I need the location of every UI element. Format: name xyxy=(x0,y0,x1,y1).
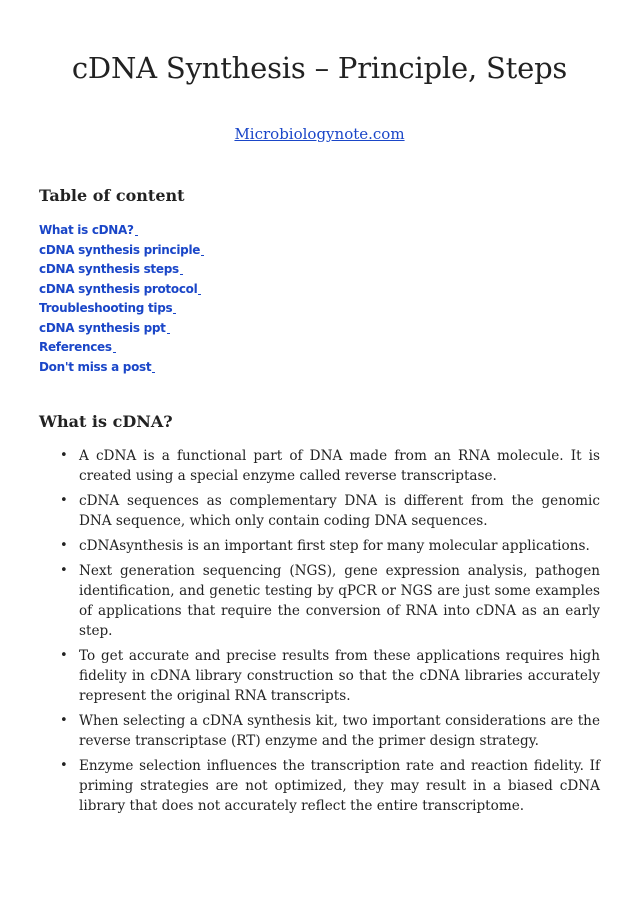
site-link-container xyxy=(39,124,600,144)
site-link[interactable]: Microbiologynote.com xyxy=(234,125,405,143)
bullet-icon: • xyxy=(60,758,68,773)
bullet-text: To get accurate and precise results from these applications requires high fidelity in cDNA library construction so that the cDNA libraries accurately represent the original RNA transcripts. xyxy=(79,648,600,704)
section-heading: What is cDNA? xyxy=(39,412,173,431)
list-item xyxy=(39,756,600,816)
list-item xyxy=(39,646,600,706)
bullet-icon: • xyxy=(60,448,68,463)
bullet-icon: • xyxy=(60,538,68,553)
toc-link-dont-miss[interactable]: Don't miss a post xyxy=(39,360,155,374)
toc-link-references[interactable]: References xyxy=(39,340,116,354)
bullet-text: Next generation sequencing (NGS), gene expression analysis, pathogen identification, and genetic testing by qPCR or NGS are just some examples of applications that require the conversion of RNA into cDNA as an early step. xyxy=(79,563,600,639)
list-item xyxy=(39,711,600,751)
toc-link-troubleshooting[interactable]: Troubleshooting tips xyxy=(39,301,176,315)
toc-item xyxy=(39,318,600,338)
toc-item xyxy=(39,240,600,260)
bullet-text: Enzyme selection influences the transcription rate and reaction fidelity. If priming strategies are not optimized, they may result in a biased cDNA library that does not accurately reflect the entire transcriptome. xyxy=(79,758,600,814)
toc-heading: Table of content xyxy=(39,186,185,205)
list-item xyxy=(39,491,600,531)
toc-item xyxy=(39,279,600,299)
bullet-icon: • xyxy=(60,563,68,578)
list-item xyxy=(39,536,600,556)
toc-item xyxy=(39,298,600,318)
toc-list xyxy=(39,220,600,376)
toc-link-ppt[interactable]: cDNA synthesis ppt xyxy=(39,321,170,335)
bullet-text: cDNAsynthesis is an important first step for many molecular applications. xyxy=(79,538,590,554)
toc-item xyxy=(39,357,600,377)
bullet-icon: • xyxy=(60,713,68,728)
bullet-text: cDNA sequences as complementary DNA is different from the genomic DNA sequence, which only contain coding DNA sequences. xyxy=(79,493,600,529)
toc-item xyxy=(39,220,600,240)
bullet-text: When selecting a cDNA synthesis kit, two important considerations are the reverse transcriptase (RT) enzyme and the primer design strategy. xyxy=(79,713,600,749)
toc-link-what-is-cdna[interactable]: What is cDNA? xyxy=(39,223,138,237)
toc-item xyxy=(39,259,600,279)
list-item xyxy=(39,561,600,641)
toc-link-steps[interactable]: cDNA synthesis steps xyxy=(39,262,183,276)
page-title: cDNA Synthesis – Principle, Steps xyxy=(71,51,568,85)
bullet-list xyxy=(39,446,600,816)
list-item xyxy=(39,446,600,486)
bullet-icon: • xyxy=(60,493,68,508)
toc-link-protocol[interactable]: cDNA synthesis protocol xyxy=(39,282,201,296)
toc-item xyxy=(39,337,600,357)
bullet-icon: • xyxy=(60,648,68,663)
bullet-text: A cDNA is a functional part of DNA made from an RNA molecule. It is created using a special enzyme called reverse transcriptase. xyxy=(79,448,600,484)
toc-link-principle[interactable]: cDNA synthesis principle xyxy=(39,243,204,257)
